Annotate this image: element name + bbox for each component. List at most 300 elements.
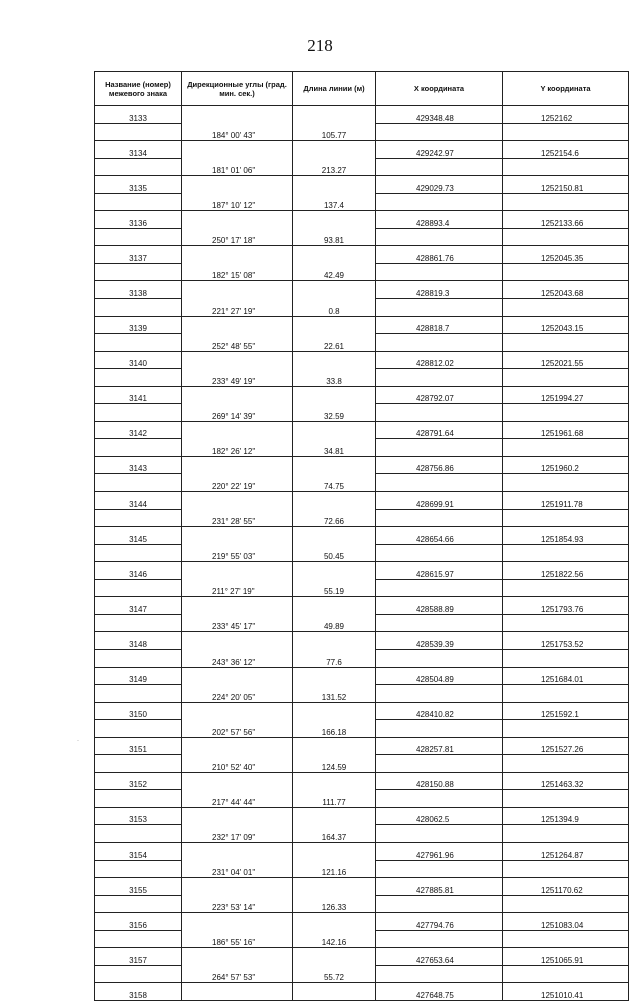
direction-angle: 233° 49' 19" <box>182 369 293 387</box>
x-coordinate: 428756.86 <box>376 456 503 474</box>
empty-cell <box>293 807 376 825</box>
empty-cell <box>293 386 376 404</box>
y-coordinate: 1251592.1 <box>503 702 629 720</box>
point-name: 3156 <box>95 913 182 931</box>
line-length: 166.18 <box>293 720 376 738</box>
table-row <box>95 702 629 720</box>
y-coordinate: 1251527.26 <box>503 737 629 755</box>
line-length: 74.75 <box>293 474 376 492</box>
table-row <box>95 141 629 159</box>
segment-row <box>95 334 629 352</box>
empty-cell <box>95 790 182 808</box>
empty-cell <box>503 158 629 176</box>
empty-cell <box>503 439 629 457</box>
empty-cell <box>182 948 293 966</box>
x-coordinate: 429029.73 <box>376 176 503 194</box>
empty-cell <box>182 351 293 369</box>
line-length: 22.61 <box>293 334 376 352</box>
point-name: 3151 <box>95 737 182 755</box>
point-name: 3136 <box>95 211 182 229</box>
segment-row <box>95 439 629 457</box>
segment-row <box>95 614 629 632</box>
y-coordinate: 1251065.91 <box>503 948 629 966</box>
empty-cell <box>376 474 503 492</box>
table-row <box>95 737 629 755</box>
empty-cell <box>95 369 182 387</box>
line-length: 42.49 <box>293 263 376 281</box>
empty-cell <box>95 895 182 913</box>
y-coordinate: 1251684.01 <box>503 667 629 685</box>
empty-cell <box>182 632 293 650</box>
table-row <box>95 983 629 1001</box>
point-name: 3138 <box>95 281 182 299</box>
point-name: 3135 <box>95 176 182 194</box>
direction-angle: 186° 55' 16" <box>182 930 293 948</box>
segment-row <box>95 509 629 527</box>
x-coordinate: 428588.89 <box>376 597 503 615</box>
point-name: 3147 <box>95 597 182 615</box>
table-row <box>95 667 629 685</box>
empty-cell <box>293 456 376 474</box>
empty-cell <box>293 106 376 124</box>
point-name: 3140 <box>95 351 182 369</box>
empty-cell <box>376 755 503 773</box>
empty-cell <box>95 649 182 667</box>
empty-cell <box>293 878 376 896</box>
empty-cell <box>503 755 629 773</box>
empty-cell <box>376 123 503 141</box>
y-coordinate: 1252154.6 <box>503 141 629 159</box>
empty-cell <box>376 825 503 843</box>
direction-angle: 232° 17' 09" <box>182 825 293 843</box>
empty-cell <box>95 123 182 141</box>
point-name: 3157 <box>95 948 182 966</box>
x-coordinate: 428699.91 <box>376 492 503 510</box>
x-coordinate: 428792.07 <box>376 386 503 404</box>
direction-angle: 223° 53' 14" <box>182 895 293 913</box>
y-coordinate: 1252021.55 <box>503 351 629 369</box>
y-coordinate: 1251854.93 <box>503 527 629 545</box>
header-angle: Дирекционные углы (град. мин. сек.) <box>182 72 293 106</box>
segment-row <box>95 965 629 983</box>
empty-cell <box>376 439 503 457</box>
empty-cell <box>376 228 503 246</box>
empty-cell <box>182 702 293 720</box>
empty-cell <box>376 649 503 667</box>
empty-cell <box>95 755 182 773</box>
empty-cell <box>95 544 182 562</box>
empty-cell <box>503 334 629 352</box>
empty-cell <box>95 404 182 422</box>
empty-cell <box>95 193 182 211</box>
empty-cell <box>293 597 376 615</box>
empty-cell <box>182 772 293 790</box>
empty-cell <box>182 421 293 439</box>
table-row <box>95 597 629 615</box>
x-coordinate: 427794.76 <box>376 913 503 931</box>
empty-cell <box>376 299 503 317</box>
point-name: 3142 <box>95 421 182 439</box>
line-length: 0.8 <box>293 299 376 317</box>
empty-cell <box>503 685 629 703</box>
empty-cell <box>95 860 182 878</box>
line-length: 124.59 <box>293 755 376 773</box>
direction-angle: 184° 00' 43" <box>182 123 293 141</box>
y-coordinate: 1251961.68 <box>503 421 629 439</box>
empty-cell <box>95 685 182 703</box>
x-coordinate: 428257.81 <box>376 737 503 755</box>
segment-row <box>95 579 629 597</box>
empty-cell <box>95 474 182 492</box>
segment-row <box>95 228 629 246</box>
y-coordinate: 1251960.2 <box>503 456 629 474</box>
y-coordinate: 1251083.04 <box>503 913 629 931</box>
empty-cell <box>293 141 376 159</box>
table-row <box>95 842 629 860</box>
empty-cell <box>95 334 182 352</box>
empty-cell <box>95 509 182 527</box>
point-name: 3133 <box>95 106 182 124</box>
y-coordinate: 1251264.87 <box>503 842 629 860</box>
header-length: Длина линии (м) <box>293 72 376 106</box>
table-row <box>95 632 629 650</box>
empty-cell <box>182 667 293 685</box>
x-coordinate: 428504.89 <box>376 667 503 685</box>
empty-cell <box>95 158 182 176</box>
point-name: 3150 <box>95 702 182 720</box>
boundary-coordinates-table <box>94 71 629 1001</box>
empty-cell <box>503 228 629 246</box>
empty-cell <box>95 720 182 738</box>
x-coordinate: 428410.82 <box>376 702 503 720</box>
y-coordinate: 1252150.81 <box>503 176 629 194</box>
y-coordinate: 1251994.27 <box>503 386 629 404</box>
direction-angle: 231° 04' 01" <box>182 860 293 878</box>
segment-row <box>95 895 629 913</box>
direction-angle: 220° 22' 19" <box>182 474 293 492</box>
empty-cell <box>376 263 503 281</box>
empty-cell <box>182 737 293 755</box>
empty-cell <box>293 246 376 264</box>
empty-cell <box>182 562 293 580</box>
line-length: 72.66 <box>293 509 376 527</box>
empty-cell <box>376 860 503 878</box>
empty-cell <box>293 281 376 299</box>
table-row <box>95 351 629 369</box>
empty-cell <box>503 825 629 843</box>
x-coordinate: 428812.02 <box>376 351 503 369</box>
line-length: 111.77 <box>293 790 376 808</box>
empty-cell <box>503 579 629 597</box>
empty-cell <box>182 878 293 896</box>
x-coordinate: 427653.64 <box>376 948 503 966</box>
table-row <box>95 386 629 404</box>
x-coordinate: 428819.3 <box>376 281 503 299</box>
point-name: 3148 <box>95 632 182 650</box>
segment-row <box>95 474 629 492</box>
direction-angle: 210° 52' 40" <box>182 755 293 773</box>
y-coordinate: 1251010.41 <box>503 983 629 1001</box>
table-row <box>95 878 629 896</box>
line-length: 55.19 <box>293 579 376 597</box>
table-row <box>95 421 629 439</box>
empty-cell <box>503 123 629 141</box>
empty-cell <box>95 263 182 281</box>
empty-cell <box>503 965 629 983</box>
empty-cell <box>376 965 503 983</box>
y-coordinate: 1252043.68 <box>503 281 629 299</box>
header-y: Y координата <box>503 72 629 106</box>
empty-cell <box>95 965 182 983</box>
x-coordinate: 428062.5 <box>376 807 503 825</box>
empty-cell <box>503 790 629 808</box>
empty-cell <box>376 685 503 703</box>
empty-cell <box>376 790 503 808</box>
table-row <box>95 246 629 264</box>
y-coordinate: 1252045.35 <box>503 246 629 264</box>
direction-angle: 221° 27' 19" <box>182 299 293 317</box>
segment-row <box>95 404 629 422</box>
empty-cell <box>376 930 503 948</box>
direction-angle: 182° 26' 12" <box>182 439 293 457</box>
line-length: 32.59 <box>293 404 376 422</box>
segment-row <box>95 299 629 317</box>
x-coordinate: 428654.66 <box>376 527 503 545</box>
empty-cell <box>293 351 376 369</box>
table-row <box>95 948 629 966</box>
line-length: 164.37 <box>293 825 376 843</box>
direction-angle: 264° 57' 53" <box>182 965 293 983</box>
table-row <box>95 456 629 474</box>
x-coordinate: 427885.81 <box>376 878 503 896</box>
x-coordinate: 429348.48 <box>376 106 503 124</box>
header-x: X координата <box>376 72 503 106</box>
x-coordinate: 428818.7 <box>376 316 503 334</box>
empty-cell <box>503 544 629 562</box>
direction-angle: 217° 44' 44" <box>182 790 293 808</box>
empty-cell <box>376 404 503 422</box>
empty-cell <box>182 316 293 334</box>
empty-cell <box>293 667 376 685</box>
line-length: 93.81 <box>293 228 376 246</box>
direction-angle: 219° 55' 03" <box>182 544 293 562</box>
empty-cell <box>503 369 629 387</box>
table-row <box>95 807 629 825</box>
empty-cell <box>182 281 293 299</box>
x-coordinate: 428791.64 <box>376 421 503 439</box>
point-name: 3145 <box>95 527 182 545</box>
segment-row <box>95 860 629 878</box>
empty-cell <box>182 211 293 229</box>
segment-row <box>95 649 629 667</box>
y-coordinate: 1251753.52 <box>503 632 629 650</box>
point-name: 3134 <box>95 141 182 159</box>
segment-row <box>95 720 629 738</box>
empty-cell <box>182 386 293 404</box>
point-name: 3139 <box>95 316 182 334</box>
y-coordinate: 1251822.56 <box>503 562 629 580</box>
table-row <box>95 492 629 510</box>
point-name: 3158 <box>95 983 182 1001</box>
segment-row <box>95 263 629 281</box>
empty-cell <box>376 334 503 352</box>
point-name: 3141 <box>95 386 182 404</box>
empty-cell <box>376 895 503 913</box>
x-coordinate: 428539.39 <box>376 632 503 650</box>
margin-mark: · <box>77 738 79 744</box>
empty-cell <box>182 527 293 545</box>
y-coordinate: 1251793.76 <box>503 597 629 615</box>
segment-row <box>95 369 629 387</box>
empty-cell <box>503 474 629 492</box>
table-row <box>95 176 629 194</box>
line-length: 121.16 <box>293 860 376 878</box>
empty-cell <box>293 527 376 545</box>
empty-cell <box>293 983 376 1001</box>
empty-cell <box>293 948 376 966</box>
x-coordinate: 427961.96 <box>376 842 503 860</box>
empty-cell <box>182 807 293 825</box>
line-length: 105.77 <box>293 123 376 141</box>
empty-cell <box>376 720 503 738</box>
empty-cell <box>376 544 503 562</box>
empty-cell <box>182 913 293 931</box>
point-name: 3143 <box>95 456 182 474</box>
empty-cell <box>182 456 293 474</box>
line-length: 55.72 <box>293 965 376 983</box>
empty-cell <box>182 842 293 860</box>
empty-cell <box>293 176 376 194</box>
header-name: Название (номер) межевого знака <box>95 72 182 106</box>
empty-cell <box>503 860 629 878</box>
line-length: 33.8 <box>293 369 376 387</box>
table-row <box>95 562 629 580</box>
point-name: 3153 <box>95 807 182 825</box>
y-coordinate: 1252162 <box>503 106 629 124</box>
segment-row <box>95 930 629 948</box>
empty-cell <box>376 509 503 527</box>
direction-angle: 211° 27' 19" <box>182 579 293 597</box>
empty-cell <box>95 299 182 317</box>
empty-cell <box>503 614 629 632</box>
direction-angle: 250° 17' 18" <box>182 228 293 246</box>
page-number: 218 <box>307 36 333 55</box>
empty-cell <box>293 702 376 720</box>
line-length: 77.6 <box>293 649 376 667</box>
empty-cell <box>503 509 629 527</box>
segment-row <box>95 685 629 703</box>
segment-row <box>95 790 629 808</box>
line-length: 131.52 <box>293 685 376 703</box>
direction-angle: 202° 57' 56" <box>182 720 293 738</box>
empty-cell <box>182 597 293 615</box>
empty-cell <box>503 404 629 422</box>
table-row <box>95 281 629 299</box>
table-row <box>95 316 629 334</box>
segment-row <box>95 193 629 211</box>
point-name: 3155 <box>95 878 182 896</box>
empty-cell <box>293 772 376 790</box>
x-coordinate: 427648.75 <box>376 983 503 1001</box>
point-name: 3149 <box>95 667 182 685</box>
empty-cell <box>503 649 629 667</box>
x-coordinate: 428150.88 <box>376 772 503 790</box>
y-coordinate: 1251463.32 <box>503 772 629 790</box>
segment-row <box>95 755 629 773</box>
empty-cell <box>293 562 376 580</box>
y-coordinate: 1251911.78 <box>503 492 629 510</box>
empty-cell <box>503 263 629 281</box>
y-coordinate: 1252043.15 <box>503 316 629 334</box>
x-coordinate: 428893.4 <box>376 211 503 229</box>
empty-cell <box>95 579 182 597</box>
segment-row <box>95 825 629 843</box>
table-row <box>95 211 629 229</box>
empty-cell <box>95 930 182 948</box>
line-length: 126.33 <box>293 895 376 913</box>
segment-row <box>95 123 629 141</box>
empty-cell <box>503 895 629 913</box>
empty-cell <box>376 614 503 632</box>
empty-cell <box>293 421 376 439</box>
table-row <box>95 106 629 124</box>
empty-cell <box>182 176 293 194</box>
empty-cell <box>376 193 503 211</box>
empty-cell <box>503 720 629 738</box>
empty-cell <box>182 246 293 264</box>
empty-cell <box>182 106 293 124</box>
point-name: 3154 <box>95 842 182 860</box>
segment-row <box>95 158 629 176</box>
line-length: 34.81 <box>293 439 376 457</box>
direction-angle: 231° 28' 55" <box>182 509 293 527</box>
empty-cell <box>182 983 293 1001</box>
empty-cell <box>376 158 503 176</box>
empty-cell <box>376 579 503 597</box>
empty-cell <box>95 614 182 632</box>
line-length: 137.4 <box>293 193 376 211</box>
empty-cell <box>293 737 376 755</box>
direction-angle: 269° 14' 39" <box>182 404 293 422</box>
point-name: 3152 <box>95 772 182 790</box>
empty-cell <box>293 632 376 650</box>
table-body <box>95 106 629 1001</box>
y-coordinate: 1251170.62 <box>503 878 629 896</box>
line-length: 49.89 <box>293 614 376 632</box>
direction-angle: 187° 10' 12" <box>182 193 293 211</box>
empty-cell <box>95 228 182 246</box>
direction-angle: 182° 15' 08" <box>182 263 293 281</box>
direction-angle: 224° 20' 05" <box>182 685 293 703</box>
x-coordinate: 429242.97 <box>376 141 503 159</box>
empty-cell <box>376 369 503 387</box>
x-coordinate: 428861.76 <box>376 246 503 264</box>
empty-cell <box>182 141 293 159</box>
point-name: 3144 <box>95 492 182 510</box>
line-length: 213.27 <box>293 158 376 176</box>
empty-cell <box>95 825 182 843</box>
y-coordinate: 1251394.9 <box>503 807 629 825</box>
empty-cell <box>293 492 376 510</box>
line-length: 142.16 <box>293 930 376 948</box>
empty-cell <box>293 913 376 931</box>
table-row <box>95 913 629 931</box>
line-length: 50.45 <box>293 544 376 562</box>
point-name: 3137 <box>95 246 182 264</box>
empty-cell <box>503 193 629 211</box>
header-row <box>95 72 629 106</box>
table-row <box>95 527 629 545</box>
